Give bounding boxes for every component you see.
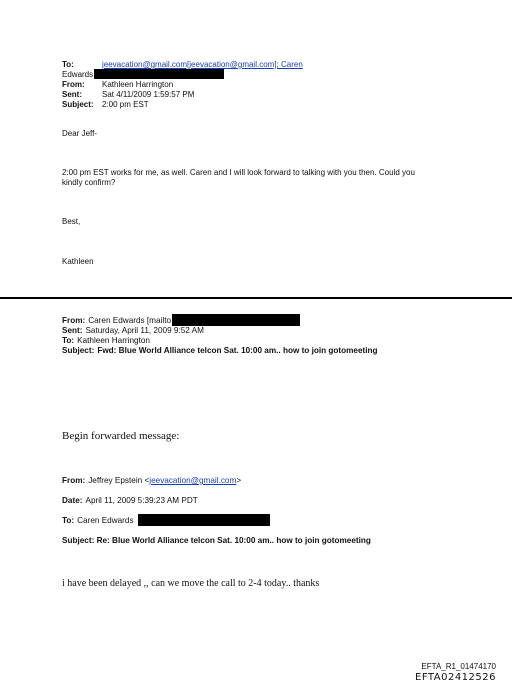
redaction-block xyxy=(138,514,270,526)
email1-to-line-cont: Edwards xyxy=(62,70,94,79)
redaction-block xyxy=(94,69,224,79)
to-value xyxy=(102,60,303,69)
to-value: Kathleen Harrington xyxy=(77,336,150,345)
sent-label: Sent: xyxy=(62,326,83,335)
email2-sent-line xyxy=(62,326,204,336)
subject-value: Re: Blue World Alliance telcon Sat. 10:00 am.. how to join gotomeeting xyxy=(96,536,371,545)
to-label: To: xyxy=(62,516,75,525)
from-label: From: xyxy=(62,316,86,325)
date-label: Date: xyxy=(62,496,83,505)
forwarded-intro: Begin forwarded message: xyxy=(62,430,180,442)
from-value: Caren Edwards [mailto xyxy=(88,316,172,325)
subject-label: Subject: xyxy=(62,536,95,545)
from-email-link[interactable]: jeevacation@gmail.com xyxy=(149,476,237,485)
to-label: To: xyxy=(62,60,74,69)
sent-value: Sat 4/11/2009 1:59:57 PM xyxy=(102,90,195,99)
from-close: > xyxy=(236,476,242,485)
email1-sent-line xyxy=(62,90,194,100)
email1-closing: Best, xyxy=(62,217,81,226)
forwarded-from-line xyxy=(62,476,241,486)
from-label: From: xyxy=(62,80,85,89)
email1-body-line1: 2:00 pm EST works for me, as well. Caren and I will look forward to talking with you then. Could you xyxy=(62,168,415,177)
email2-subject-line xyxy=(62,346,378,356)
forwarded-to-line xyxy=(62,516,134,526)
forwarded-subject-line xyxy=(62,536,371,546)
email1-greeting: Dear Jeff- xyxy=(62,129,97,138)
from-label: From: xyxy=(62,476,86,485)
from-name: Jeffrey Epstein < xyxy=(88,476,150,485)
date-value: April 11, 2009 5:39:23 AM PDT xyxy=(85,496,198,505)
subject-value: 2:00 pm EST xyxy=(102,100,149,109)
page-divider xyxy=(0,297,512,299)
email1-body-line2: kindly confirm? xyxy=(62,178,116,187)
sent-value: Saturday, April 11, 2009 9:52 AM xyxy=(85,326,204,335)
email1-from-line xyxy=(62,80,173,90)
to-value: Caren Edwards xyxy=(77,516,134,525)
forwarded-date-line xyxy=(62,496,198,506)
footer-id-small: EFTA_R1_01474170 xyxy=(421,662,496,671)
to-label: To: xyxy=(62,336,75,345)
subject-label: Subject: xyxy=(62,100,94,109)
sent-label: Sent: xyxy=(62,90,82,99)
email1-signature: Kathleen xyxy=(62,257,94,266)
forwarded-message: i have been delayed ,, can we move the call to 2-4 today.. thanks xyxy=(62,578,320,589)
footer-id-large: EFTA02412526 xyxy=(415,672,496,683)
to-email-link[interactable]: jeevacation@gmail.com[jeevacation@gmail.com]; Caren xyxy=(102,60,303,69)
redaction-block xyxy=(172,314,300,326)
from-value: Kathleen Harrington xyxy=(102,80,174,89)
subject-value: Fwd: Blue World Alliance telcon Sat. 10:00 am.. how to join gotomeeting xyxy=(97,346,378,355)
email2-from-line xyxy=(62,316,171,326)
email1-subject-line xyxy=(62,100,149,110)
email2-to-line xyxy=(62,336,150,346)
subject-label: Subject: xyxy=(62,346,95,355)
